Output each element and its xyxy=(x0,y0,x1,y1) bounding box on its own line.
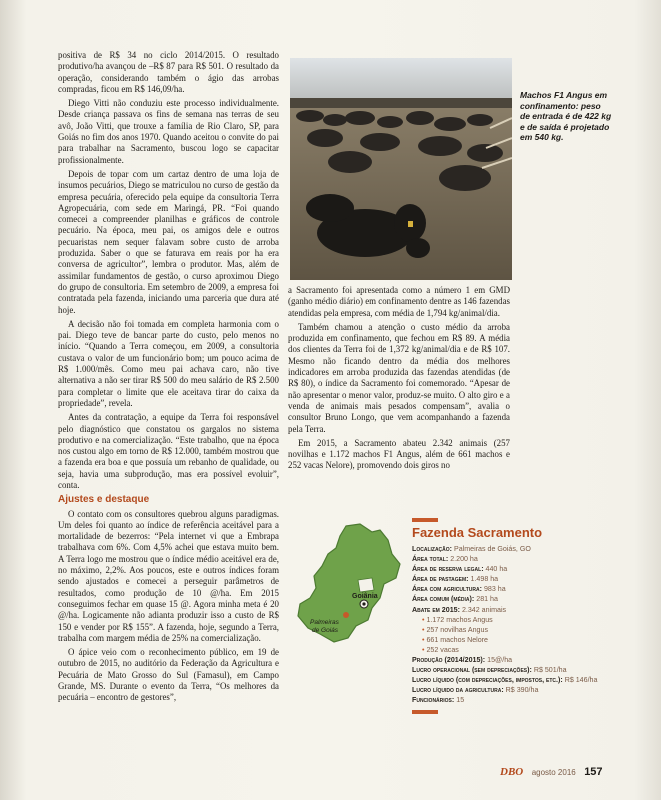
factbox-list xyxy=(412,544,612,706)
fact-label: Lucro líquido da agricultura: xyxy=(412,686,504,695)
fact-value: 2.342 animais xyxy=(461,605,507,614)
fact-row xyxy=(412,695,612,705)
cattle-illustration xyxy=(290,58,512,280)
fact-row xyxy=(412,605,612,615)
right-column xyxy=(288,285,510,475)
fact-label: Área de pastagem: xyxy=(412,575,469,584)
fact-label: Lucro operacional (sem depreciações): xyxy=(412,666,532,675)
fact-value: 15@/ha xyxy=(487,656,513,665)
page-number: 157 xyxy=(584,766,603,778)
fact-value: R$ 146/ha xyxy=(564,676,598,685)
fact-label: Localização: xyxy=(412,545,453,553)
goiania-label: Goiânia xyxy=(352,593,378,600)
paragraph: O contato com os consultores quebrou alguns paradigmas. Um deles foi quanto ao índice de referência aceitável para a mortalidade de bezerros: “Pela internet vi que a Embrapa trabalhava com 6%. Com 4,5% achei que estava muito bem. A Terra logo me mostrou que o índice médio aceitável era de, no máximo, 2,2%. Aos poucos, este e outros índices foram sendo ajustados e comecei a perseguir parâmetros de resultados, como produção de 10 @/ha. Em 2015 conseguimos fechar em quase 15 @. Agora minha meta é 20 @/ha. Logicamente não adianta produzir isso a custo de R$ 150 e vender por R$ 155”. A fazenda, hoje, segundo a Terra, trabalha com margem média de 25% na comercialização. xyxy=(58,508,279,643)
palmeiras-marker xyxy=(343,612,349,618)
fact-subitem: • 661 machos Nelore xyxy=(412,635,612,645)
fact-label: Área de reserva legal: xyxy=(412,565,484,574)
fact-row xyxy=(412,594,612,604)
factbox-title: Fazenda Sacramento xyxy=(412,525,543,540)
fact-subitem: • 252 vacas xyxy=(412,645,612,655)
cattle-photo xyxy=(290,58,512,280)
page-footer xyxy=(500,762,603,780)
fact-label: Área comum (média): xyxy=(412,595,475,604)
paragraph: Antes da contratação, a equipe da Terra foi responsável pelo diagnóstico que constatou os gargalos no sistema produtivo e na comercialização. “Este trabalho, que na época nos custou algo em torno de R$ 12.000, também mostrou que a fazenda era boa e que possuía um rebanho de qualidade, ou seja, havia uma subprodução, mas era possível evoluir”, conta. xyxy=(58,412,279,490)
paragraph: a Sacramento foi apresentada como a número 1 em GMD (ganho médio diário) em confinamento dentre as 146 fazendas atendidas pela empresa, com média de 1,794 kg/animal/dia. xyxy=(288,285,510,318)
magazine-name: DBO xyxy=(500,766,524,778)
issue-date: agosto 2016 xyxy=(531,768,576,777)
fact-row xyxy=(412,574,612,584)
fact-row xyxy=(412,584,612,594)
palmeiras-label-line1: Palmeiras xyxy=(310,619,339,626)
palmeiras-label-line2: de Goiás xyxy=(312,627,339,634)
fact-value: 440 ha xyxy=(485,565,508,574)
fact-value: 983 ha xyxy=(483,585,506,594)
fact-row xyxy=(412,665,612,675)
fact-value: Palmeiras de Goiás, GO xyxy=(454,545,531,553)
fact-subitem: • 1.172 machos Angus xyxy=(412,615,612,625)
paragraph: Também chamou a atenção o custo médio da arroba produzida em confinamento, que fechou em R$ 89. A média dos clientes da Terra foi de 1,372 kg/animal/dia e de R$ 107. Mesmo não ficando dentro da média dos melhores indicadores em arroba produzida das fazendas atendidas (de R$ 80), o índice da Sacramento foi comemorado. “Apesar de não apresentar o menor valor, produz-se muito. O alto giro e a venda de animais mais pesados compensam”, avalia o consultor Bruno Longo, que vem acompanhando a fazenda pela Terra. xyxy=(288,321,510,434)
section-heading: Ajustes e destaque xyxy=(58,494,150,506)
fact-row xyxy=(412,655,612,665)
fact-value: 1.498 ha xyxy=(470,575,499,584)
photo-caption: Machos F1 Angus em confinamento: peso de entrada é de 422 kg e de saída é projetado em 540 kg. xyxy=(520,90,612,142)
left-column xyxy=(58,50,279,707)
fact-row xyxy=(412,564,612,574)
fact-row xyxy=(412,554,612,564)
paragraph: positiva de R$ 34 no ciclo 2014/2015. O resultado produtivo/ha avançou de –R$ 87 para R$ 501. O resultado da operação, considerando também o ágio das arrobas compradas, ficou em R$ 146,09/ha. xyxy=(58,50,279,94)
paragraph: Em 2015, a Sacramento abateu 2.342 animais (257 novilhas e 1.172 machos F1 Angus, além de 661 machos e 252 vacas Nelore), promovendo dois giros no xyxy=(288,437,510,471)
paragraph: Depois de topar com um cartaz dentro de uma loja de insumos pecuários, Diego se matriculou no curso de gestão da empresa pecuária, oferecido pela equipe da consultoria Terra Agropecuária, com sede em Maringá, PR. “Foi quando comecei a compreender planilhas e gráficos de controle pecuário. Na época, meu pai, os amigos dele e outros pecuaristas nem sequer falavam sobre custo de arroba produzida. Saber o que se faturava em reais por ha era conversa de agricultor”, lembra o produtor. Mas, além de assimilar fundamentos de gestão, o curso aproximou Diego do grupo de consultoria. Em setembro de 2009, a empresa foi contratada pela fazenda, iniciando uma parceria que dura até hoje. xyxy=(58,168,279,315)
fact-label: Área com agricultura: xyxy=(412,585,482,594)
fact-label: Área total: xyxy=(412,555,449,564)
fact-subitem: • 257 novilhas Angus xyxy=(412,625,612,635)
factbox xyxy=(412,518,612,743)
fact-value: 2.200 ha xyxy=(450,555,478,564)
goias-map xyxy=(288,520,406,650)
fact-row xyxy=(412,675,612,685)
goias-state-shape xyxy=(288,520,406,650)
fact-value: 15 xyxy=(456,696,465,705)
fact-row xyxy=(412,685,612,695)
fact-label: Funcionários: xyxy=(412,696,455,705)
fact-value: R$ 501/ha xyxy=(533,666,567,675)
fact-value: R$ 390/ha xyxy=(505,686,539,695)
fact-row xyxy=(412,544,612,554)
factbox-tag xyxy=(412,518,438,522)
paragraph: Diego Vitti não conduziu este processo individualmente. Desde criança passava os fins de semana nas terras de seu avô, João Vitti, que trouxe a família de Rio Claro, SP, para Goiás no fim dos anos 1970. Quando aceitou o convite do pai para trabalhar na Sacramento, buscou logo se capacitar profissionalmente. xyxy=(58,98,279,165)
fact-label: Lucro líquido (com depreciações, impostos, etc.): xyxy=(412,676,563,685)
paragraph: O ápice veio com o reconhecimento público, em 19 de outubro de 2015, no auditório da Federação da Agricultura e Pecuária de Mato Grosso do Sul (Famasul), em Campo Grande, MS. Durante o evento da Terra, “Os melhores da pecuária – encontro de gestores”, xyxy=(58,647,279,703)
factbox-end-tag xyxy=(412,710,438,714)
fact-value: 281 ha xyxy=(476,595,498,604)
paragraph: A decisão não foi tomada em completa harmonia com o pai. Diego teve de bancar parte do custo, pelo menos no início. “Quando a Terra começou, em 2009, a consultoria custava o valor de um funcionário bom; um pouco acima de R$ 1.000/mês. Como meu pai achava caro, não tive alternativa a não ser tirar R$ 500 do meu salário de R$ 2.500 para completar o limite que ele aceitava tirar do caixa da propriedade”, revela. xyxy=(58,318,279,408)
fact-label: Produção (2014/2015): xyxy=(412,656,486,665)
fact-label: Abate em 2015: xyxy=(412,605,460,614)
